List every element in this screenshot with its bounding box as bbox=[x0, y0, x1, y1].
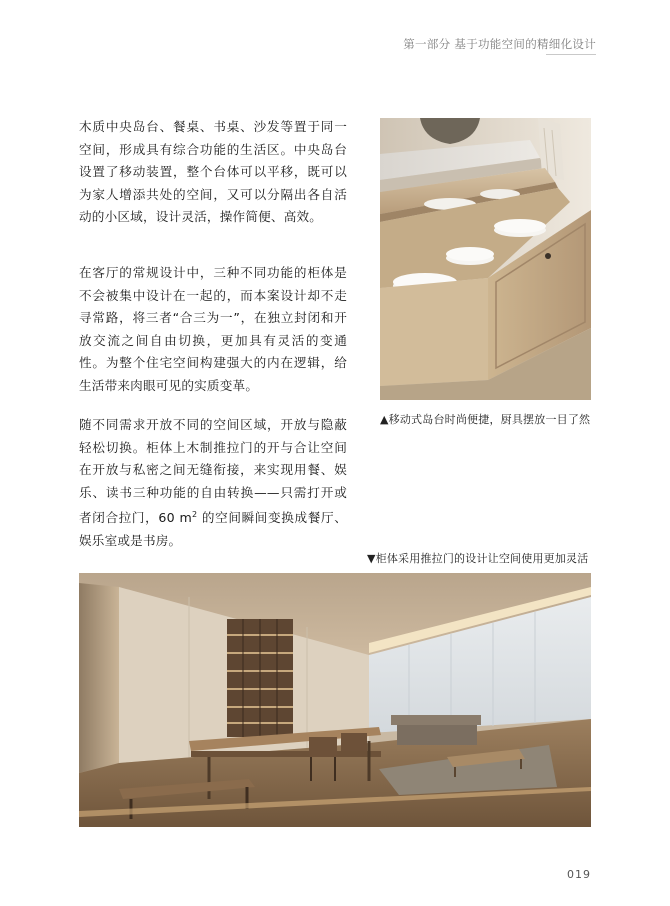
page-number: 019 bbox=[567, 868, 591, 881]
living-room-photo bbox=[79, 573, 591, 827]
room-caption: ▼柜体采用推拉门的设计让空间使用更加灵活 bbox=[367, 552, 589, 565]
paragraph-3-text-a: 随不同需求开放不同的空间区域，开放与隐蔽轻松切换。柜体上木制推拉门的开与合让空间在开放与私密之间无缝衔接，来实现用餐、娱乐、读书三种功能的自由转换——只需打开或者闭合拉门，60 m bbox=[79, 417, 347, 526]
superscript-2: 2 bbox=[191, 510, 198, 519]
header-rule bbox=[546, 54, 596, 55]
body-paragraph-3 bbox=[79, 414, 347, 552]
drawer-caption: ▲移动式岛台时尚便捷，厨具摆放一目了然 bbox=[380, 413, 591, 426]
running-header: 第一部分 基于功能空间的精细化设计 bbox=[403, 37, 596, 51]
body-paragraph-2: 在客厅的常规设计中，三种不同功能的柜体是不会被集中设计在一起的，而本案设计却不走寻常路，将三者“合三为一”，在独立封闭和开放交流之间自由切换，更加具有灵活的变通性。为整个住宅空间构建强大的内在逻辑，给生活带来肉眼可见的实质变革。 bbox=[79, 265, 347, 393]
body-paragraph-1: 木质中央岛台、餐桌、书桌、沙发等置于同一空间，形成具有综合功能的生活区。中央岛台设置了移动装置，整个台体可以平移，既可以为家人增添共处的空间，又可以分隔出各自活动的小区域，设计灵活，操作简便、高效。 bbox=[79, 119, 347, 224]
drawer-photo-illustration bbox=[380, 118, 591, 400]
paragraph-3-text-b: 的空间瞬间变换成餐厅、娱乐室或是书房。 bbox=[79, 510, 348, 548]
living-room-illustration bbox=[79, 573, 591, 827]
drawer-photo bbox=[380, 118, 591, 400]
